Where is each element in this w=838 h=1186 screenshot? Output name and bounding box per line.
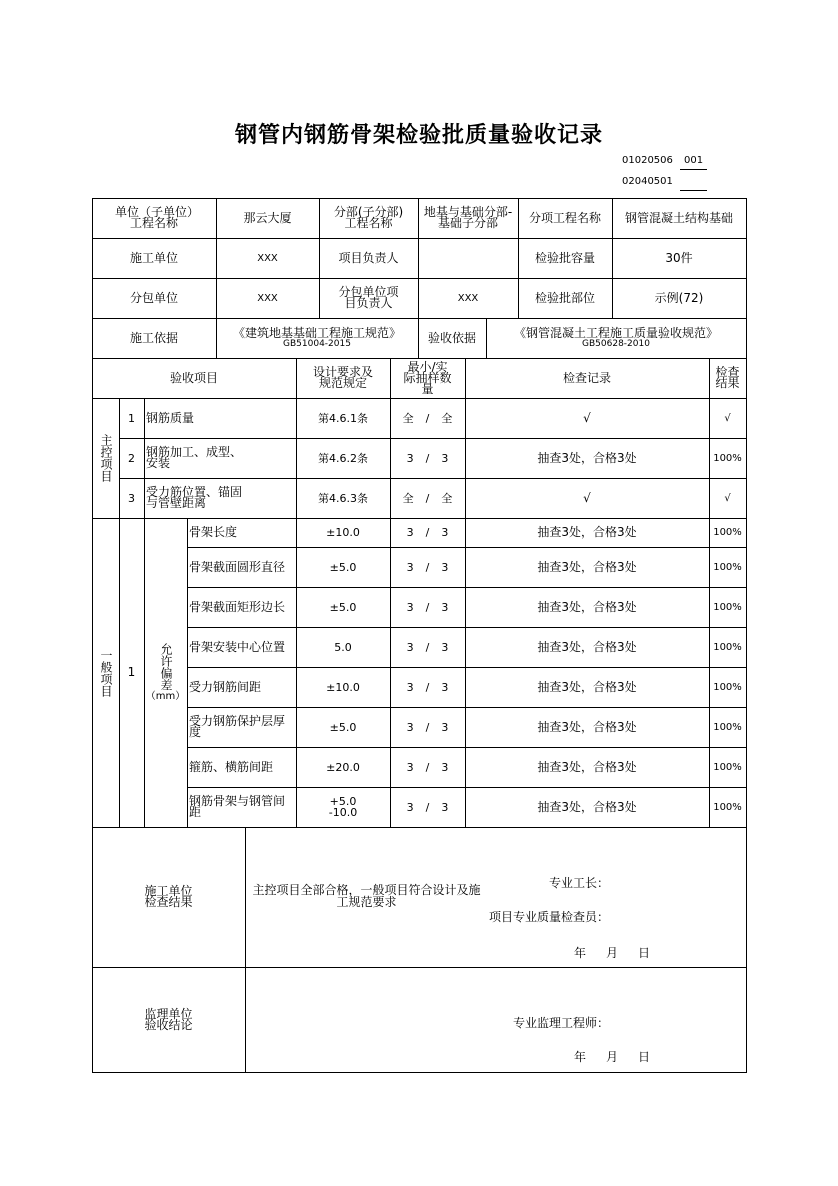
sample-actual: 3 bbox=[441, 640, 449, 654]
sample-actual: 3 bbox=[441, 600, 449, 614]
main-item-name-text: 受力筋位置、锚固与管壁距离 bbox=[146, 485, 243, 510]
sample-min: 3 bbox=[406, 680, 414, 694]
sample-count bbox=[390, 587, 465, 627]
location-value: 示例(72) bbox=[654, 290, 704, 305]
sample-min: 3 bbox=[406, 560, 414, 574]
main-item-no: 3 bbox=[128, 491, 135, 505]
general-item-name-text: 骨架安装中心位置 bbox=[189, 639, 286, 654]
main-item-name bbox=[144, 478, 296, 518]
deviation-label: 允许偏差 （mm） bbox=[145, 643, 186, 702]
inspector-label: 项目专业质量检查员： bbox=[489, 910, 610, 924]
general-item-record: 抽查3处，合格3处 bbox=[537, 525, 637, 539]
sample-actual: 3 bbox=[441, 526, 449, 539]
main-item-record: √ bbox=[583, 410, 591, 425]
general-item-spec bbox=[296, 627, 390, 667]
main-item-name-text: 钢筋质量 bbox=[146, 410, 195, 425]
sample-actual: 3 bbox=[441, 680, 449, 694]
main-item-spec: 第4.6.1条 bbox=[318, 411, 368, 425]
col-design: 设计要求及规范规定 bbox=[313, 365, 374, 390]
basis-label: 施工依据 bbox=[129, 330, 178, 345]
general-item-spec bbox=[296, 547, 390, 587]
general-item-spec bbox=[296, 587, 390, 627]
col-result: 检查结果 bbox=[715, 365, 740, 390]
general-item-name-text: 受力钢筋间距 bbox=[189, 679, 262, 694]
sample-actual: 全 bbox=[441, 491, 453, 505]
col-record: 检查记录 bbox=[562, 370, 611, 385]
general-item-name-text: 钢筋骨架与钢管间距 bbox=[189, 794, 286, 819]
sample-sep: / bbox=[425, 640, 430, 654]
sample-min: 3 bbox=[406, 526, 414, 539]
doc-code-1-no: 001 bbox=[684, 155, 704, 166]
sample-sep: / bbox=[425, 720, 430, 734]
sample-min: 全 bbox=[402, 491, 414, 505]
capacity-label: 检验批容量 bbox=[534, 250, 595, 265]
main-item-name bbox=[144, 438, 296, 478]
doc-code-2: 02040501 bbox=[622, 176, 673, 187]
main-item-no: 2 bbox=[128, 451, 135, 465]
spec-value: ±5.0 bbox=[329, 600, 357, 614]
spec-value: ±5.0 bbox=[329, 560, 357, 574]
spec-value: ±10.0 bbox=[326, 680, 360, 694]
sub-pm-label: 分包单位项目负责人 bbox=[338, 285, 399, 310]
sample-count bbox=[390, 518, 465, 547]
general-item-name bbox=[187, 787, 296, 827]
construction-date: 年 月 日 bbox=[574, 946, 651, 960]
general-item-spec bbox=[296, 667, 390, 707]
general-item-result: 100% bbox=[713, 721, 742, 733]
subitem-label: 分项工程名称 bbox=[528, 210, 601, 225]
main-item-spec: 第4.6.3条 bbox=[318, 491, 368, 505]
accept-label: 验收依据 bbox=[427, 330, 476, 345]
sample-min: 3 bbox=[406, 720, 414, 734]
general-item-spec bbox=[296, 518, 390, 547]
sample-actual: 3 bbox=[441, 800, 449, 814]
sample-count bbox=[390, 547, 465, 587]
general-item-name bbox=[187, 518, 296, 547]
col-item: 验收项目 bbox=[169, 370, 218, 385]
general-item-record: 抽查3处，合格3处 bbox=[537, 719, 637, 734]
pm-label: 项目负责人 bbox=[338, 250, 399, 265]
subitem-value: 钢管混凝土结构基础 bbox=[624, 210, 733, 225]
general-item-name bbox=[187, 747, 296, 787]
sample-min: 3 bbox=[406, 760, 414, 774]
main-item-name bbox=[144, 398, 296, 438]
col-sample: 最小/实际抽样数量 bbox=[403, 359, 452, 396]
general-item-name bbox=[187, 547, 296, 587]
main-item-record: 抽查3处，合格3处 bbox=[537, 450, 637, 465]
general-item-name bbox=[187, 587, 296, 627]
grid-line bbox=[245, 827, 246, 1072]
sample-min: 3 bbox=[406, 451, 414, 465]
construction-check-text: 主控项目全部合格，一般项目符合设计及施工规范要求 bbox=[252, 883, 481, 909]
sample-min: 3 bbox=[406, 800, 414, 814]
general-item-name bbox=[187, 667, 296, 707]
general-item-record: 抽查3处，合格3处 bbox=[537, 599, 637, 614]
sample-count bbox=[390, 627, 465, 667]
general-item-name-text: 箍筋、横筋间距 bbox=[189, 759, 274, 774]
general-item-name-text: 骨架长度 bbox=[189, 525, 238, 539]
general-item-spec bbox=[296, 787, 390, 827]
grid-line bbox=[746, 198, 747, 1072]
foreman-label: 专业工长： bbox=[549, 876, 610, 890]
doc-code-1: 01020506 bbox=[622, 155, 673, 166]
spec-value: 5.0 bbox=[334, 640, 352, 654]
pm-value bbox=[418, 238, 518, 278]
general-no: 1 bbox=[127, 665, 136, 679]
sample-count bbox=[390, 747, 465, 787]
general-item-record: 抽查3处，合格3处 bbox=[537, 799, 637, 814]
grid-line bbox=[92, 1072, 747, 1073]
sample-sep: / bbox=[425, 760, 430, 774]
general-item-record: 抽查3处，合格3处 bbox=[537, 679, 637, 694]
main-item-no: 1 bbox=[128, 411, 135, 425]
page-title: 钢管内钢筋骨架检验批质量验收记录 bbox=[234, 122, 603, 148]
unit-value: 那云大厦 bbox=[243, 210, 292, 225]
code1-underline bbox=[680, 169, 707, 170]
sample-count bbox=[390, 707, 465, 747]
general-item-result: 100% bbox=[713, 561, 742, 573]
sample-actual: 3 bbox=[441, 451, 449, 465]
accept-value: 《钢管混凝土工程施工质量验收规范》 GB50628-2010 bbox=[513, 325, 718, 349]
sample-min: 全 bbox=[402, 411, 414, 425]
main-item-result: √ bbox=[724, 412, 731, 424]
sample-sep: / bbox=[425, 491, 430, 505]
construction-check-label: 施工单位检查结果 bbox=[144, 884, 193, 909]
sample-min: 3 bbox=[406, 640, 414, 654]
spec-value-2: -10.0 bbox=[328, 806, 358, 819]
division-label: 分部(子分部)工程名称 bbox=[333, 205, 404, 230]
general-item-result: 100% bbox=[713, 761, 742, 773]
general-label: 一般项目 bbox=[99, 648, 113, 697]
contractor-value: XXX bbox=[257, 252, 278, 264]
sample-count bbox=[390, 667, 465, 707]
sample-sep: / bbox=[425, 800, 430, 814]
general-item-result: 100% bbox=[713, 601, 742, 613]
spec-value: ±10.0 bbox=[326, 526, 360, 539]
supervision-date: 年 月 日 bbox=[574, 1050, 651, 1064]
sample-count bbox=[390, 398, 465, 438]
general-item-result: 100% bbox=[713, 681, 742, 693]
general-item-spec bbox=[296, 747, 390, 787]
general-item-name bbox=[187, 627, 296, 667]
sub-contractor-label: 分包单位 bbox=[129, 290, 178, 305]
main-item-spec: 第4.6.2条 bbox=[318, 451, 368, 465]
spec-value: ±20.0 bbox=[326, 760, 360, 774]
division-value: 地基与基础分部-基础子分部 bbox=[423, 205, 513, 230]
contractor-label: 施工单位 bbox=[129, 250, 178, 265]
general-item-name-text: 受力钢筋保护层厚度 bbox=[189, 714, 286, 739]
sample-count bbox=[390, 787, 465, 827]
sample-actual: 3 bbox=[441, 720, 449, 734]
main-item-result: √ bbox=[724, 492, 731, 504]
sample-actual: 全 bbox=[441, 411, 453, 425]
general-item-name bbox=[187, 707, 296, 747]
sub-contractor-value: XXX bbox=[257, 292, 278, 304]
general-item-record: 抽查3处，合格3处 bbox=[537, 639, 637, 654]
main-item-name-text: 钢筋加工、成型、安装 bbox=[146, 445, 243, 470]
sample-min: 3 bbox=[406, 600, 414, 614]
supervision-label: 监理单位验收结论 bbox=[144, 1006, 193, 1032]
sample-sep: / bbox=[425, 680, 430, 694]
general-item-result: 100% bbox=[713, 527, 742, 538]
sample-actual: 3 bbox=[441, 760, 449, 774]
general-item-record: 抽查3处，合格3处 bbox=[537, 759, 637, 774]
general-item-result: 100% bbox=[713, 641, 742, 653]
spec-value: ±5.0 bbox=[329, 720, 357, 734]
sample-count bbox=[390, 438, 465, 478]
general-item-spec bbox=[296, 707, 390, 747]
main-item-record: √ bbox=[583, 490, 591, 505]
general-item-result: 100% bbox=[713, 801, 742, 813]
basis-value: 《建筑地基基础工程施工规范》 GB51004-2015 bbox=[232, 325, 401, 349]
main-item-result: 100% bbox=[713, 452, 742, 464]
general-item-name-text: 骨架截面圆形直径 bbox=[189, 559, 286, 574]
sample-sep: / bbox=[425, 560, 430, 574]
spec-value: +5.0 bbox=[329, 795, 357, 808]
supervision-engineer-label: 专业监理工程师： bbox=[513, 1016, 610, 1030]
main-control-label: 主控项目 bbox=[99, 434, 113, 482]
sample-sep: / bbox=[425, 451, 430, 465]
sample-count bbox=[390, 478, 465, 518]
location-label: 检验批部位 bbox=[534, 290, 595, 305]
general-item-record: 抽查3处，合格3处 bbox=[537, 559, 637, 574]
capacity-value: 30件 bbox=[665, 250, 693, 265]
general-item-name-text: 骨架截面矩形边长 bbox=[189, 599, 286, 614]
sample-sep: / bbox=[425, 411, 430, 425]
sub-pm-value: XXX bbox=[457, 292, 479, 304]
code2-underline bbox=[680, 190, 707, 191]
sample-sep: / bbox=[425, 526, 430, 539]
unit-label: 单位（子单位）工程名称 bbox=[114, 205, 193, 230]
sample-sep: / bbox=[425, 600, 430, 614]
sample-actual: 3 bbox=[441, 560, 449, 574]
